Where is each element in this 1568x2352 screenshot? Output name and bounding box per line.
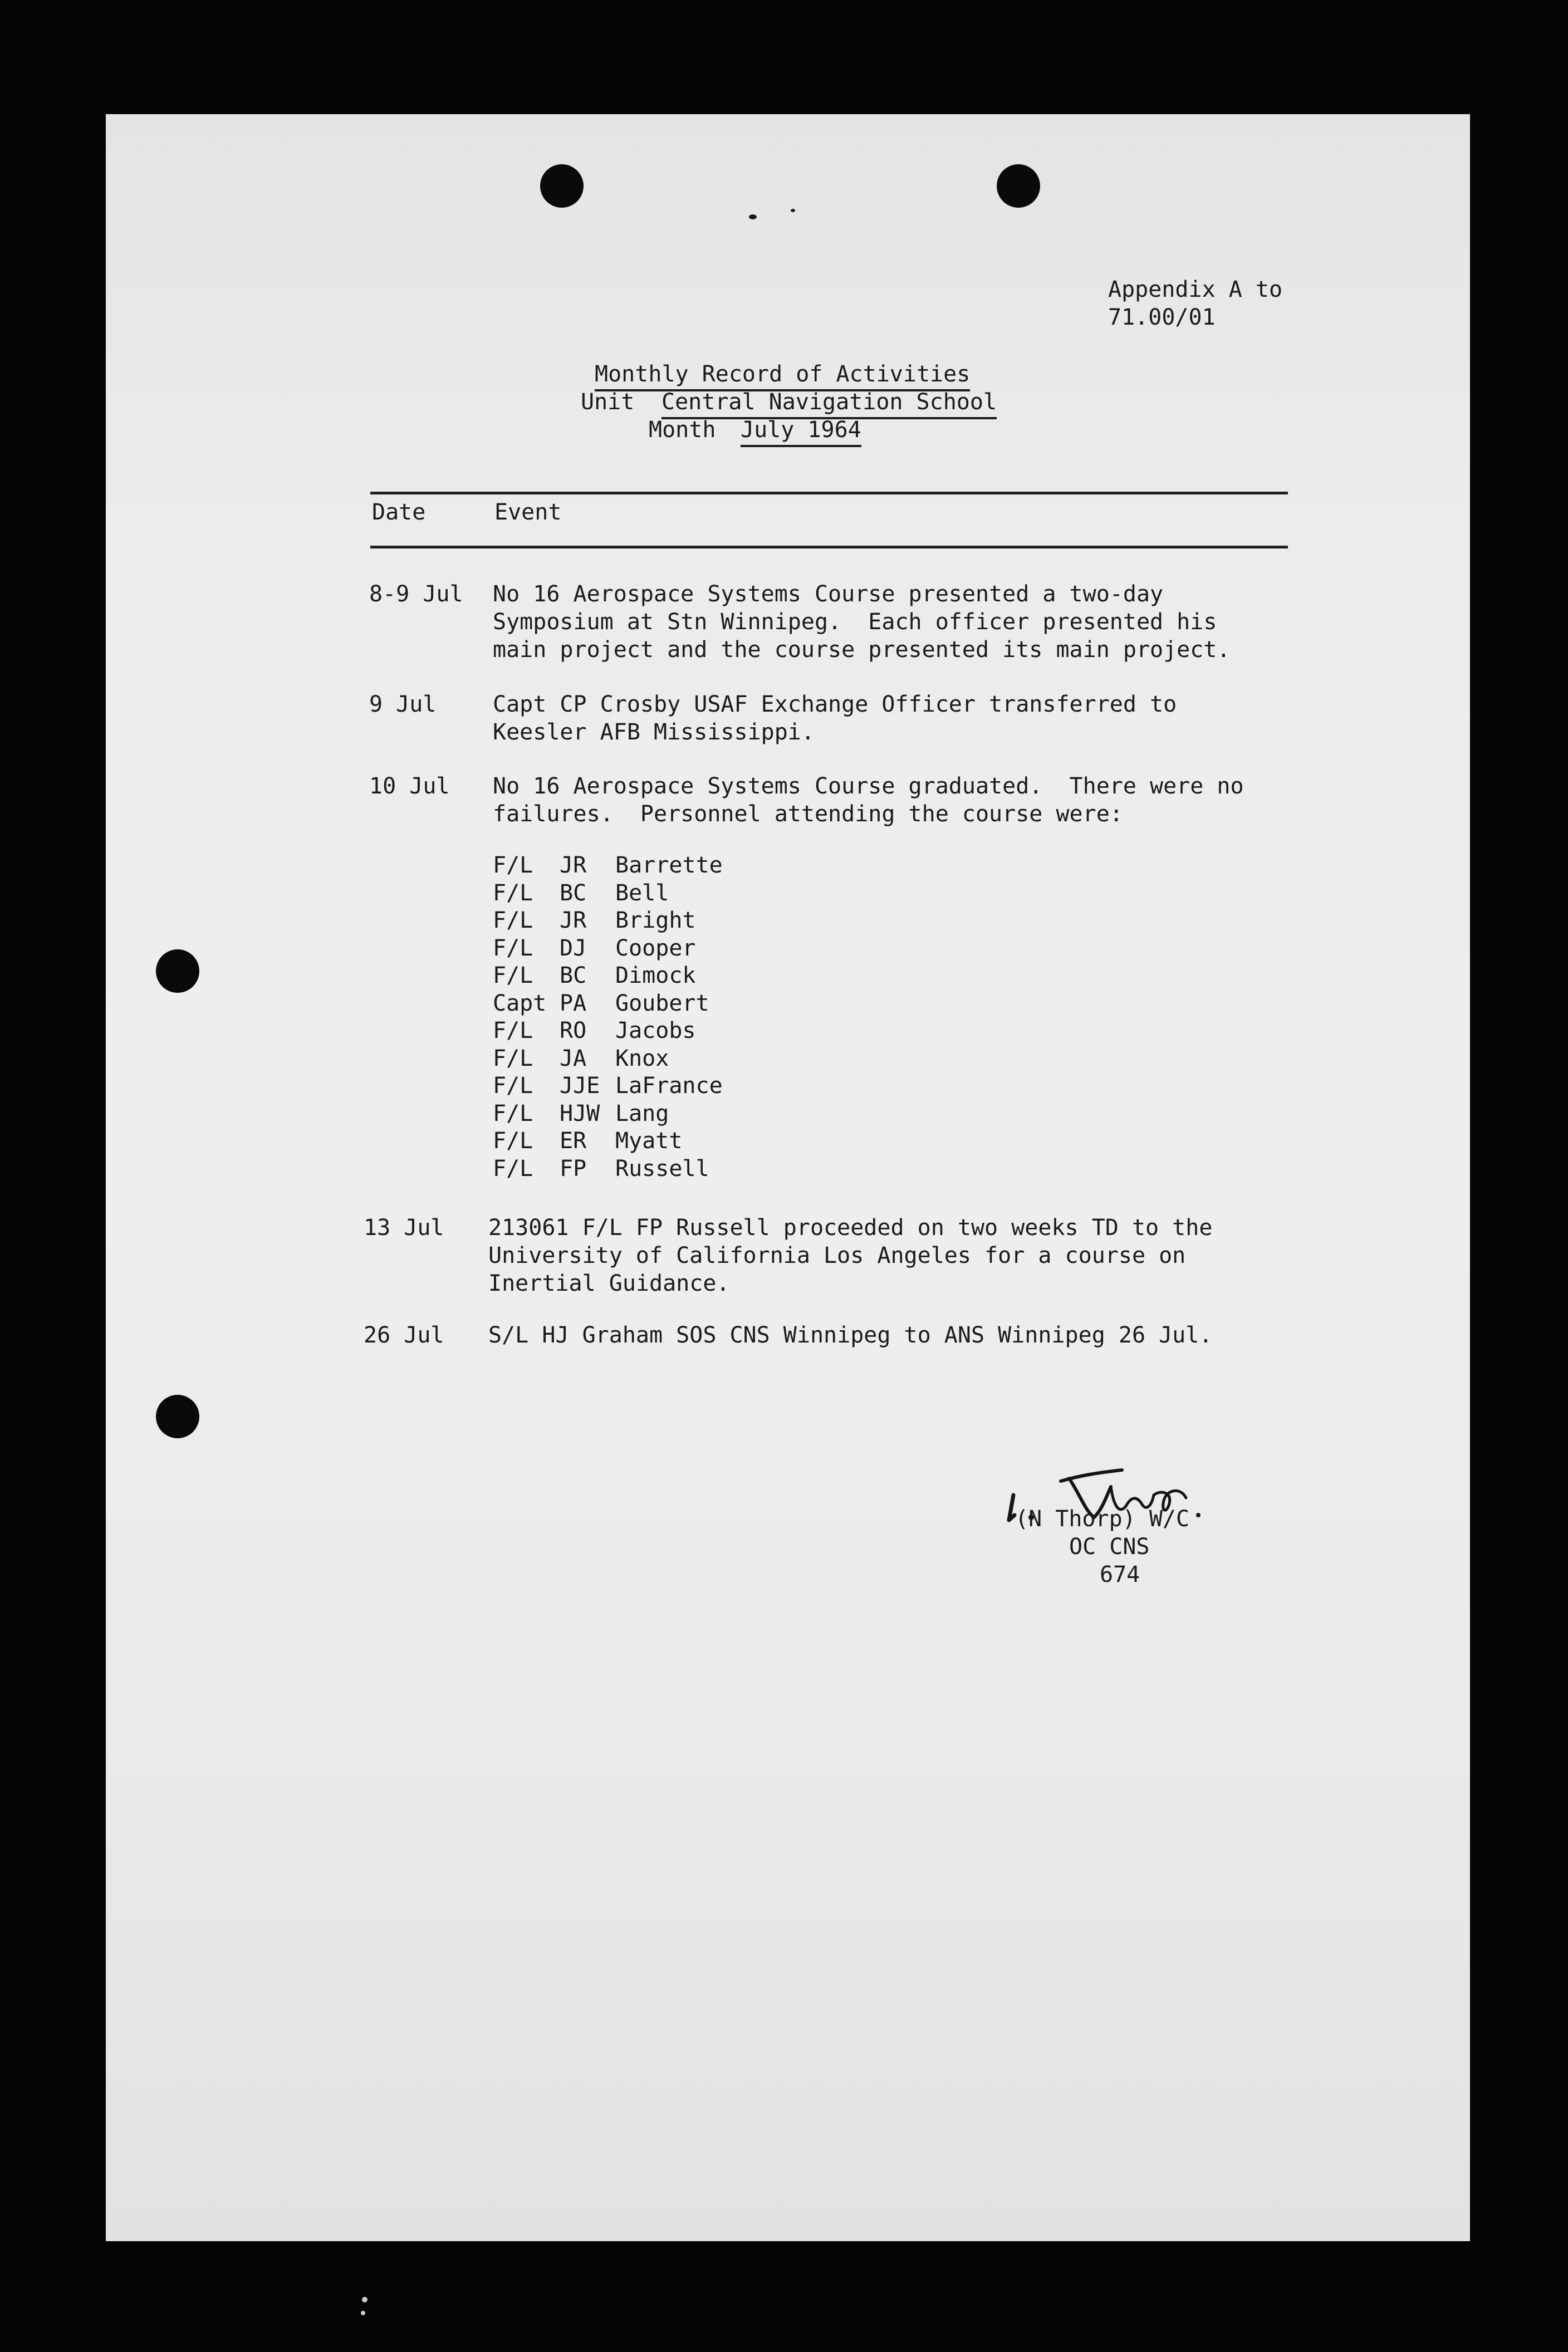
- roster-rank: Capt: [493, 990, 547, 1016]
- roster-rank: F/L: [493, 1045, 533, 1071]
- entry-date: 13 Jul: [364, 1215, 444, 1241]
- entry-text-line: S/L HJ Graham SOS CNS Winnipeg to ANS Winnipeg 26 Jul.: [488, 1322, 1213, 1348]
- scan-speck: [361, 2311, 365, 2315]
- roster-initials: ER: [560, 1128, 587, 1154]
- entry-date: 26 Jul: [364, 1322, 444, 1348]
- punch-hole-left-lower: [156, 1395, 199, 1438]
- appendix-line-1: Appendix A to: [1108, 277, 1283, 302]
- roster-initials: BC: [560, 880, 587, 906]
- entry-text-line: 213061 F/L FP Russell proceeded on two weeks TD to the: [488, 1215, 1213, 1241]
- roster-surname: Myatt: [615, 1128, 683, 1154]
- entry-text-line: main project and the course presented its main project.: [493, 637, 1231, 663]
- roster-surname: Dimock: [615, 963, 696, 988]
- roster-surname: Goubert: [615, 990, 709, 1016]
- roster-row: [493, 935, 723, 963]
- personnel-roster: [493, 852, 723, 1183]
- roster-initials: DJ: [560, 935, 587, 961]
- roster-rank: F/L: [493, 1073, 533, 1099]
- unit-value: Central Navigation School: [661, 388, 997, 419]
- entry-text-line: Keesler AFB Mississippi.: [493, 719, 815, 745]
- roster-surname: Russell: [615, 1155, 709, 1182]
- roster-row: [493, 852, 723, 880]
- entry-text-line: University of California Los Angeles for a course on: [488, 1243, 1186, 1268]
- roster-initials: HJW: [560, 1100, 600, 1126]
- roster-surname: Barrette: [615, 852, 723, 878]
- roster-rank: F/L: [493, 908, 533, 933]
- roster-initials: JA: [560, 1045, 587, 1071]
- roster-surname: Jacobs: [615, 1018, 696, 1043]
- roster-initials: PA: [560, 990, 587, 1016]
- signatory-title: OC CNS: [1069, 1534, 1150, 1560]
- roster-initials: BC: [560, 963, 587, 988]
- roster-surname: Bright: [615, 908, 696, 933]
- scan-speck: [749, 214, 757, 219]
- roster-row: [493, 1017, 723, 1045]
- column-header-event: Event: [494, 499, 562, 525]
- roster-rank: F/L: [493, 880, 533, 906]
- roster-row: [493, 1128, 723, 1155]
- roster-row: [493, 1100, 723, 1128]
- roster-rank: F/L: [493, 1100, 533, 1126]
- roster-initials: JR: [560, 908, 587, 933]
- roster-initials: JR: [560, 852, 587, 878]
- entry-text-line: Symposium at Stn Winnipeg. Each officer presented his: [493, 609, 1217, 635]
- unit-label: Unit: [581, 389, 635, 415]
- signatory-name: (N Thorp) W/C: [1015, 1506, 1190, 1532]
- entry-text-line: No 16 Aerospace Systems Course presented a two-day: [493, 581, 1164, 607]
- month-label: Month: [649, 417, 716, 443]
- roster-rank: F/L: [493, 1155, 533, 1182]
- roster-row: [493, 1045, 723, 1073]
- roster-row: [493, 1155, 723, 1183]
- roster-row: [493, 990, 723, 1018]
- roster-rank: F/L: [493, 852, 533, 878]
- scan-speck: [791, 209, 795, 212]
- entry-text-line: Inertial Guidance.: [488, 1271, 730, 1296]
- entry-text-line: failures. Personnel attending the course were:: [493, 801, 1123, 827]
- entry-text-line: Capt CP Crosby USAF Exchange Officer transferred to: [493, 692, 1177, 717]
- entry-date: 10 Jul: [369, 773, 450, 799]
- roster-rank: F/L: [493, 935, 533, 961]
- roster-row: [493, 962, 723, 990]
- roster-row: [493, 880, 723, 908]
- table-top-rule: [370, 492, 1288, 494]
- entry-text-line: No 16 Aerospace Systems Course graduated. There were no: [493, 773, 1244, 799]
- month-value: July 1964: [741, 416, 861, 447]
- roster-rank: F/L: [493, 963, 533, 988]
- document-page: [106, 114, 1470, 2241]
- punch-hole-top-right: [997, 164, 1040, 208]
- scan-speck: [362, 2297, 367, 2302]
- punch-hole-left-upper: [156, 949, 199, 993]
- roster-surname: Bell: [615, 880, 669, 906]
- roster-initials: RO: [560, 1018, 587, 1043]
- roster-row: [493, 907, 723, 935]
- appendix-line-2: 71.00/01: [1108, 305, 1216, 330]
- roster-rank: F/L: [493, 1018, 533, 1043]
- roster-rank: F/L: [493, 1128, 533, 1154]
- signatory-number: 674: [1100, 1562, 1140, 1587]
- roster-surname: LaFrance: [615, 1073, 723, 1099]
- roster-surname: Knox: [615, 1045, 669, 1071]
- roster-surname: Lang: [615, 1100, 669, 1126]
- entry-date: 8-9 Jul: [369, 581, 463, 607]
- page-title: Monthly Record of Activities: [595, 360, 970, 391]
- roster-initials: FP: [560, 1155, 587, 1182]
- entry-date: 9 Jul: [369, 692, 437, 717]
- roster-initials: JJE: [560, 1073, 600, 1099]
- column-header-date: Date: [372, 499, 426, 525]
- punch-hole-top-left: [540, 164, 584, 208]
- table-header-bottom-rule: [370, 546, 1288, 548]
- roster-row: [493, 1072, 723, 1100]
- roster-surname: Cooper: [615, 935, 696, 961]
